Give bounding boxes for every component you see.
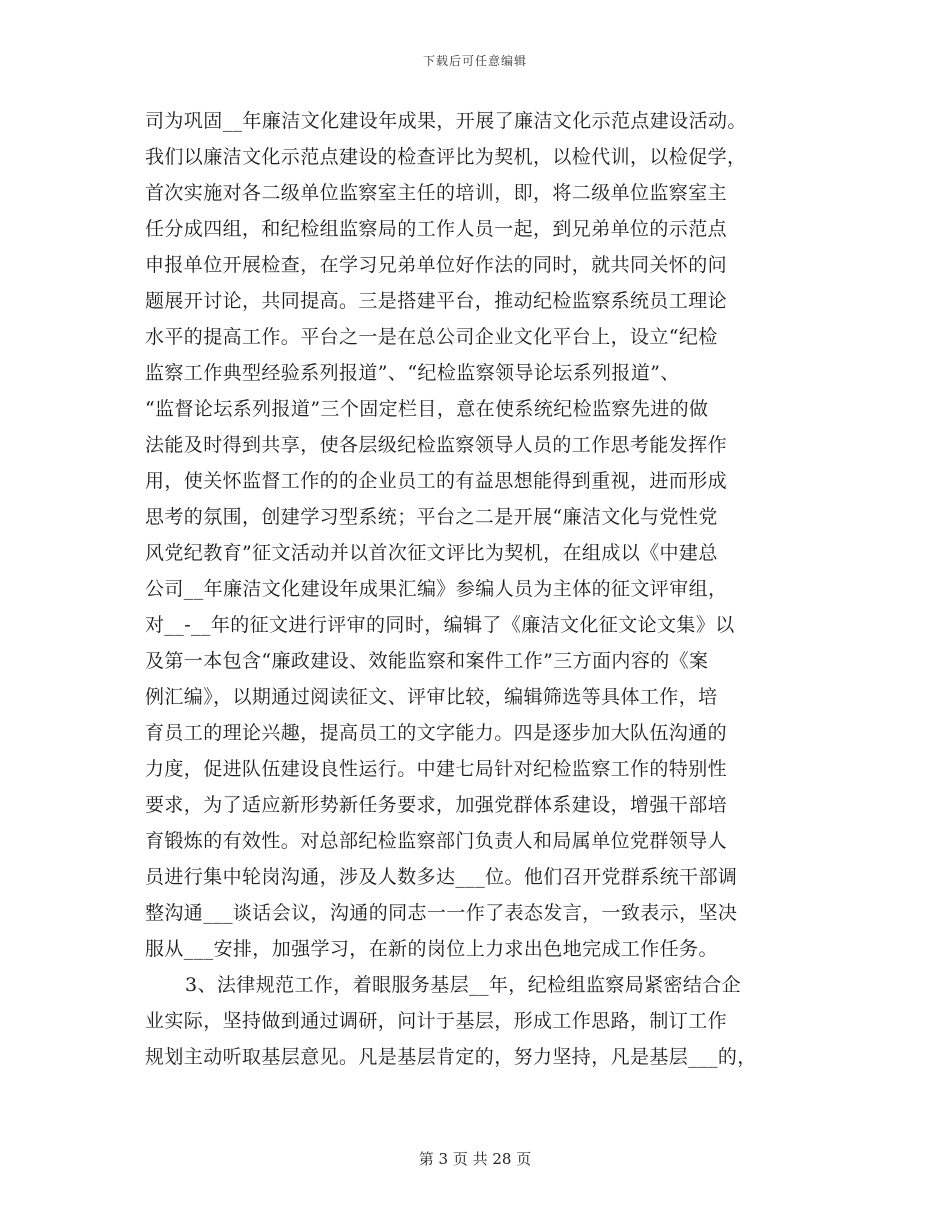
text-line: 任分成四组，和纪检组监察局的工作人员一起，到兄弟单位的示范点 xyxy=(145,218,728,240)
text-line: 申报单位开展检查，在学习兄弟单位好作法的同时，就共同关怀的问 xyxy=(145,254,728,276)
text-line: 要求，为了适应新形势新任务要求，加强党群体系建设，增强干部培 xyxy=(145,794,728,816)
text-line: 用，使关怀监督工作的的企业员工的有益思想能得到重视，进而形成 xyxy=(145,470,728,492)
text-line: 力度，促进队伍建设良性运行。中建七局针对纪检监察工作的特别性 xyxy=(145,758,728,780)
text-line: 思考的氛围，创建学习型系统；平台之二是开展“廉洁文化与党性党 xyxy=(145,506,718,528)
text-line: 风党纪教育”征文活动并以首次征文评比为契机，在组成以《中建总 xyxy=(145,542,718,564)
text-line: 我们以廉洁文化示范点建设的检查评比为契机，以检代训，以检促学， xyxy=(145,146,747,168)
page-header-note: 下载后可任意编辑 xyxy=(422,54,527,68)
text-line: 例汇编》，以期通过阅读征文、评审比较，编辑筛选等具体工作，培 xyxy=(145,686,718,708)
text-line: 服从___安排，加强学习，在新的岗位上力求出色地完成工作任务。 xyxy=(145,938,718,960)
text-line: 对__-__年的征文进行评审的同时，编辑了《廉洁文化征文论文集》以 xyxy=(145,614,735,636)
text-line: 及第一本包含“廉政建设、效能监察和案件工作”三方面内容的《案 xyxy=(145,650,709,672)
text-line: 公司__年廉洁文化建设年成果汇编》参编人员为主体的征文评审组， xyxy=(145,578,728,600)
page-number-footer: 第 3 页 共 28 页 xyxy=(418,1150,532,1168)
text-line: 水平的提高工作。平台之一是在总公司企业文化平台上，设立“纪检 xyxy=(145,326,718,348)
text-line: 题展开讨论，共同提高。三是搭建平台，推动纪检监察系统员工理论 xyxy=(145,290,728,312)
text-line: 员进行集中轮岗沟通，涉及人数多达___位。他们召开党群系统干部调 xyxy=(145,866,738,888)
text-line: 监察工作典型经验系列报道”、“纪检监察领导论坛系列报道”、 xyxy=(145,362,680,384)
text-line: 首次实施对各二级单位监察室主任的培训，即，将二级单位监察室主 xyxy=(145,182,728,204)
text-line: 法能及时得到共享，使各层级纪检监察领导人员的工作思考能发挥作 xyxy=(145,434,728,456)
text-line: 司为巩固__年廉洁文化建设年成果，开展了廉洁文化示范点建设活动。 xyxy=(145,110,747,132)
text-line-paragraph-start: 3、法律规范工作，着眼服务基层__年，纪检组监察局紧密结合企 xyxy=(185,974,742,996)
text-line: 育锻炼的有效性。对总部纪检监察部门负责人和局属单位党群领导人 xyxy=(145,830,728,852)
document-body xyxy=(145,103,825,1075)
text-line: 业实际，坚持做到通过调研，问计于基层，形成工作思路，制订工作 xyxy=(145,1010,728,1032)
text-line: 整沟通___谈话会议，沟通的同志一一作了表态发言，一致表示，坚决 xyxy=(145,902,738,924)
text-line: 育员工的理论兴趣，提高员工的文字能力。四是逐步加大队伍沟通的 xyxy=(145,722,728,744)
text-line: 规划主动听取基层意见。凡是基层肯定的，努力坚持，凡是基层___的， xyxy=(145,1046,757,1068)
text-line: “监督论坛系列报道”三个固定栏目，意在使系统纪检监察先进的做 xyxy=(145,398,709,420)
